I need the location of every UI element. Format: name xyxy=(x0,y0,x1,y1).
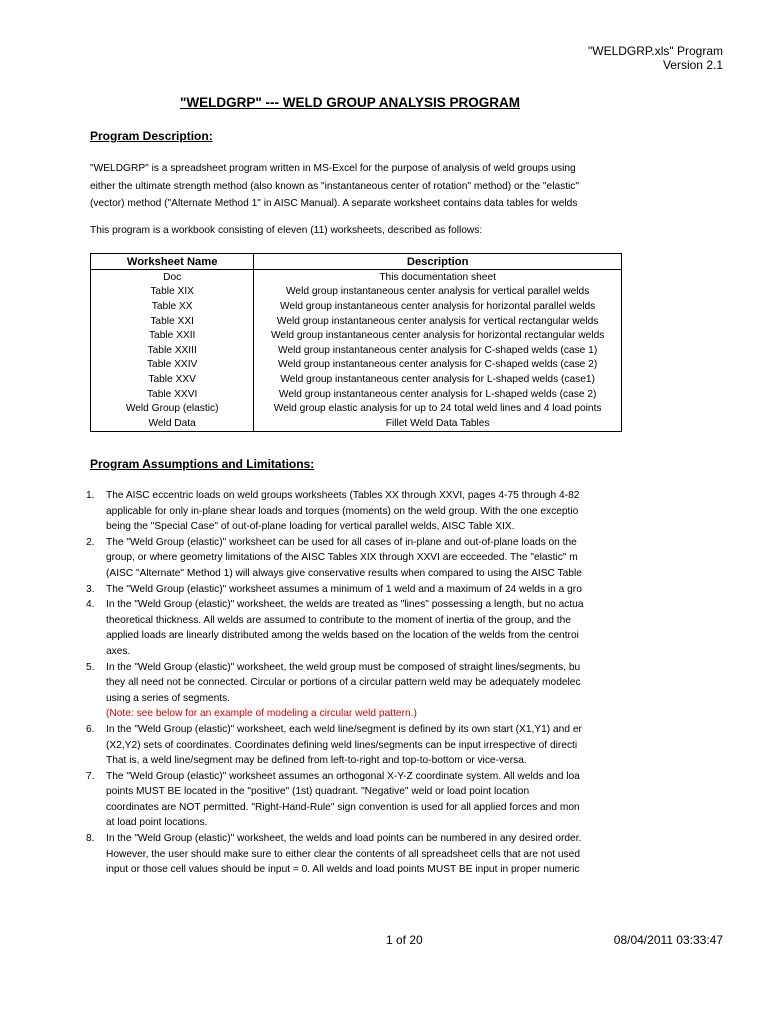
worksheet-description-cell: Weld group instantaneous center analysis for vertical rectangular welds xyxy=(254,314,622,329)
list-item xyxy=(86,597,622,659)
table-row xyxy=(91,358,622,373)
table-row xyxy=(91,285,622,300)
table-row xyxy=(91,343,622,358)
item-line: coordinates are NOT permitted. "Right-Hand-Rule" sign convention is used for all applied forces and mon xyxy=(106,801,580,813)
column-header-worksheet-name: Worksheet Name xyxy=(91,254,254,270)
document-title: "WELDGRP" --- WELD GROUP ANALYSIS PROGRAM xyxy=(179,95,521,110)
item-line: The "Weld Group (elastic)" worksheet assumes an orthogonal X-Y-Z coordinate system. All welds and loa xyxy=(106,770,580,782)
item-line: In the "Weld Group (elastic)" worksheet, the weld group must be composed of straight lines/segments, bu xyxy=(106,661,581,673)
table-row xyxy=(91,314,622,329)
item-line: applicable for only in-plane shear loads and torques (moments) on the weld group. With the one exceptio xyxy=(106,505,579,517)
worksheet-description-cell: Fillet Weld Data Tables xyxy=(254,416,622,431)
program-description-heading: Program Description: xyxy=(90,129,213,143)
print-datetime: 08/04/2011 03:33:47 xyxy=(613,933,723,947)
item-line: they all need not be connected. Circular or portions of a circular pattern weld may be adequately modelec xyxy=(106,677,581,689)
worksheet-description-cell: Weld group instantaneous center analysis for horizontal rectangular welds xyxy=(254,328,622,343)
item-number: 8. xyxy=(86,833,95,845)
item-note: (Note: see below for an example of modeling a circular weld pattern.) xyxy=(106,708,417,720)
item-line: In the "Weld Group (elastic)" worksheet, the welds are treated as "lines" possessing a length, but no actua xyxy=(106,599,584,611)
description-line: "WELDGRP" is a spreadsheet program written in MS-Excel for the purpose of analysis of weld groups using xyxy=(90,163,576,174)
worksheet-description-cell: Weld group elastic analysis for up to 24 total weld lines and 4 load points xyxy=(254,401,622,416)
item-line: applied loads are linearly distributed among the welds based on the location of the welds from the centroi xyxy=(106,630,579,642)
table-row xyxy=(91,387,622,402)
item-number: 2. xyxy=(86,536,95,548)
list-item xyxy=(86,722,622,769)
worksheet-description-cell: Weld group instantaneous center analysis for horizontal parallel welds xyxy=(254,299,622,314)
worksheet-description-cell: Weld group instantaneous center analysis for C-shaped welds (case 2) xyxy=(254,358,622,373)
item-line: being the "Special Case" of out-of-plane loading for vertical parallel welds, AISC Table XIX. xyxy=(106,521,515,533)
worksheet-description-cell: Weld group instantaneous center analysis for vertical parallel welds xyxy=(254,285,622,300)
item-line: points MUST BE located in the "positive" (1st) quadrant. "Negative" weld or load point location xyxy=(106,786,530,798)
item-line: at load point locations. xyxy=(106,817,208,829)
worksheet-name-cell: Weld Group (elastic) xyxy=(91,401,254,416)
item-number: 6. xyxy=(86,723,95,735)
item-number: 1. xyxy=(86,490,95,501)
assumptions-list xyxy=(86,488,622,878)
item-line: That is, a weld line/segment may be defined from left-to-right and top-to-bottom or vice-versa. xyxy=(106,755,527,767)
list-item xyxy=(86,582,622,598)
table-header-row xyxy=(91,254,622,270)
item-number: 4. xyxy=(86,599,95,611)
item-line: The "Weld Group (elastic)" worksheet assumes a minimum of 1 weld and a maximum of 24 welds in a gro xyxy=(106,583,582,595)
worksheet-name-cell: Table XXI xyxy=(91,314,254,329)
item-line: (AISC "Alternate" Method 1) will always give conservative results when compared to using the AISC Table xyxy=(106,567,582,579)
list-item xyxy=(86,831,622,878)
table-row xyxy=(91,270,622,285)
file-label: "WELDGRP.xls" Program xyxy=(588,44,723,58)
worksheet-name-cell: Doc xyxy=(91,270,254,285)
table-row xyxy=(91,416,622,431)
worksheet-description-cell: This documentation sheet xyxy=(254,270,622,285)
item-line: The "Weld Group (elastic)" worksheet can be used for all cases of in-plane and out-of-plane loads on the xyxy=(106,536,577,548)
item-line: The AISC eccentric loads on weld groups worksheets (Tables XX through XXVI, pages 4-75 through 4-82 xyxy=(106,490,580,501)
worksheet-description-cell: Weld group instantaneous center analysis for C-shaped welds (case 1) xyxy=(254,343,622,358)
item-line: In the "Weld Group (elastic)" worksheet, each weld line/segment is defined by its own start (X1,Y1) and er xyxy=(106,723,582,735)
page-number: 1 of 20 xyxy=(386,933,423,947)
description-line: (vector) method ("Alternate Method 1" in AISC Manual). A separate worksheet contains data tables for welds xyxy=(90,198,578,209)
item-line: However, the user should make sure to either clear the contents of all spreadsheet cells that are not used xyxy=(106,848,580,860)
worksheet-name-cell: Table XXVI xyxy=(91,387,254,402)
item-line: input or those cell values should be input = 0. All welds and load points MUST BE input in proper numeric xyxy=(106,864,580,876)
worksheet-name-cell: Table XX xyxy=(91,299,254,314)
worksheet-name-cell: Weld Data xyxy=(91,416,254,431)
description-line: either the ultimate strength method (also known as "instantaneous center of rotation" method) or the "elastic" xyxy=(90,180,580,192)
table-row xyxy=(91,401,622,416)
table-row xyxy=(91,299,622,314)
program-description-text xyxy=(90,160,622,213)
worksheet-description-cell: Weld group instantaneous center analysis for L-shaped welds (case1) xyxy=(254,372,622,387)
table-row xyxy=(91,372,622,387)
worksheet-name-cell: Table XIX xyxy=(91,285,254,300)
table-row xyxy=(91,328,622,343)
list-item xyxy=(86,769,622,831)
list-item xyxy=(86,488,622,535)
worksheet-name-cell: Table XXIV xyxy=(91,358,254,373)
item-line: axes. xyxy=(106,645,131,657)
list-item xyxy=(86,660,622,722)
workbook-intro: This program is a workbook consisting of eleven (11) worksheets, described as follows: xyxy=(90,225,483,236)
worksheets-table xyxy=(90,253,622,432)
item-line: In the "Weld Group (elastic)" worksheet, the welds and load points can be numbered in any desired order. xyxy=(106,833,582,845)
worksheet-name-cell: Table XXV xyxy=(91,372,254,387)
column-header-description: Description xyxy=(254,254,622,270)
list-item xyxy=(86,535,622,582)
assumptions-heading: Program Assumptions and Limitations: xyxy=(90,457,315,471)
item-line: theoretical thickness. All welds are assumed to contribute to the moment of inertia of the group, and the xyxy=(106,614,571,626)
item-number: 7. xyxy=(86,770,95,782)
worksheet-description-cell: Weld group instantaneous center analysis for L-shaped welds (case 2) xyxy=(254,387,622,402)
item-line: group, or where geometry limitations of the AISC Tables XIX through XXVI are ecceeded. The "elastic" m xyxy=(106,552,578,564)
item-number: 3. xyxy=(86,583,95,595)
worksheet-name-cell: Table XXIII xyxy=(91,343,254,358)
worksheet-name-cell: Table XXII xyxy=(91,328,254,343)
item-line: using a series of segments. xyxy=(106,692,231,704)
item-line: (X2,Y2) sets of coordinates. Coordinates defining weld lines/segments can be input irrespective of directi xyxy=(106,739,578,751)
version-label: Version 2.1 xyxy=(662,58,723,72)
item-number: 5. xyxy=(86,661,95,673)
page-header xyxy=(588,44,723,72)
